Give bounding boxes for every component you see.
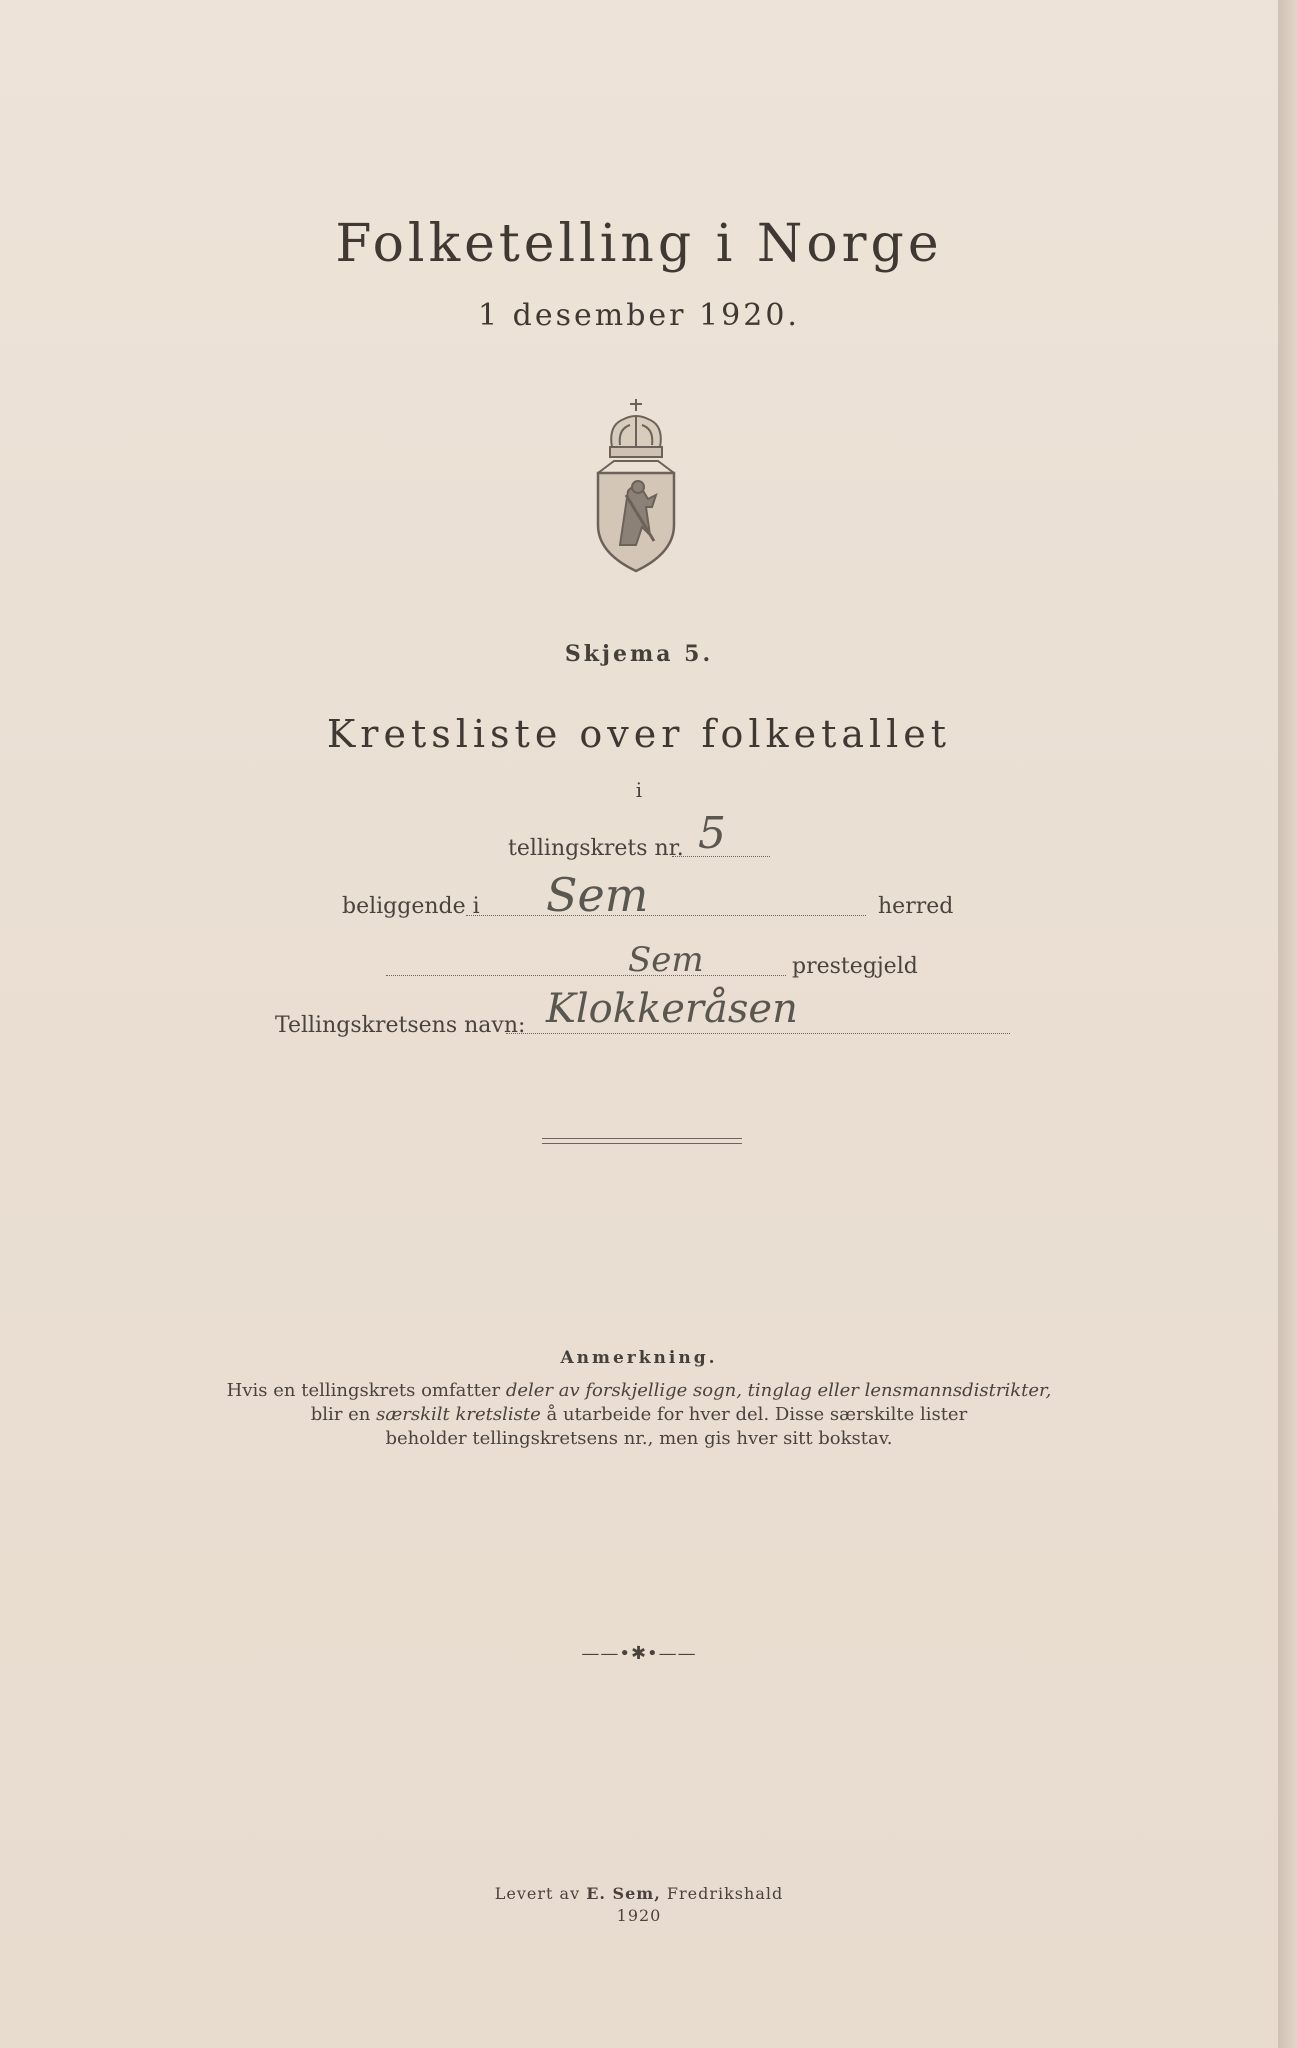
navn-label: Tellingskretsens navn: <box>275 1013 526 1038</box>
page-edge <box>1278 0 1297 2048</box>
herred-label: herred <box>878 894 954 919</box>
connector-i: i <box>635 778 643 802</box>
document-title: Folketelling i Norge <box>335 214 943 274</box>
note-line-3: beholder tellingskretsens nr., men gis hver sitt bokstav. <box>385 1428 893 1449</box>
tellingskrets-value: 5 <box>698 808 726 859</box>
prestegjeld-value: Sem <box>628 940 704 980</box>
form-title: Kretsliste over folketallet <box>326 712 952 756</box>
note-heading: Anmerkning. <box>560 1348 718 1368</box>
navn-line <box>506 1033 1010 1034</box>
tellingskrets-label: tellingskrets nr. <box>508 836 684 861</box>
beliggende-line <box>466 915 866 916</box>
note-line-1: Hvis en tellingskrets omfatter deler av forskjellige sogn, tinglag eller lensmannsdistrikter, <box>226 1380 1052 1401</box>
ornament-divider: ——•✱•—— <box>581 1643 697 1664</box>
note-line-2: blir en særskilt kretsliste å utarbeide for hver del. Disse særskilte lister <box>310 1404 968 1425</box>
prestegjeld-line <box>386 975 786 976</box>
printer-year: 1920 <box>616 1906 662 1925</box>
beliggende-label: beliggende i <box>342 894 480 919</box>
census-date: 1 desember 1920. <box>478 298 800 333</box>
navn-value: Klokkeråsen <box>546 986 798 1032</box>
schema-number: Skjema 5. <box>564 641 714 667</box>
prestegjeld-label: prestegjeld <box>792 954 918 979</box>
section-divider <box>542 1138 742 1144</box>
printer-line: Levert av E. Sem, Fredrikshald <box>494 1884 784 1903</box>
beliggende-value: Sem <box>546 868 649 922</box>
norwegian-coat-of-arms-icon <box>590 395 682 573</box>
